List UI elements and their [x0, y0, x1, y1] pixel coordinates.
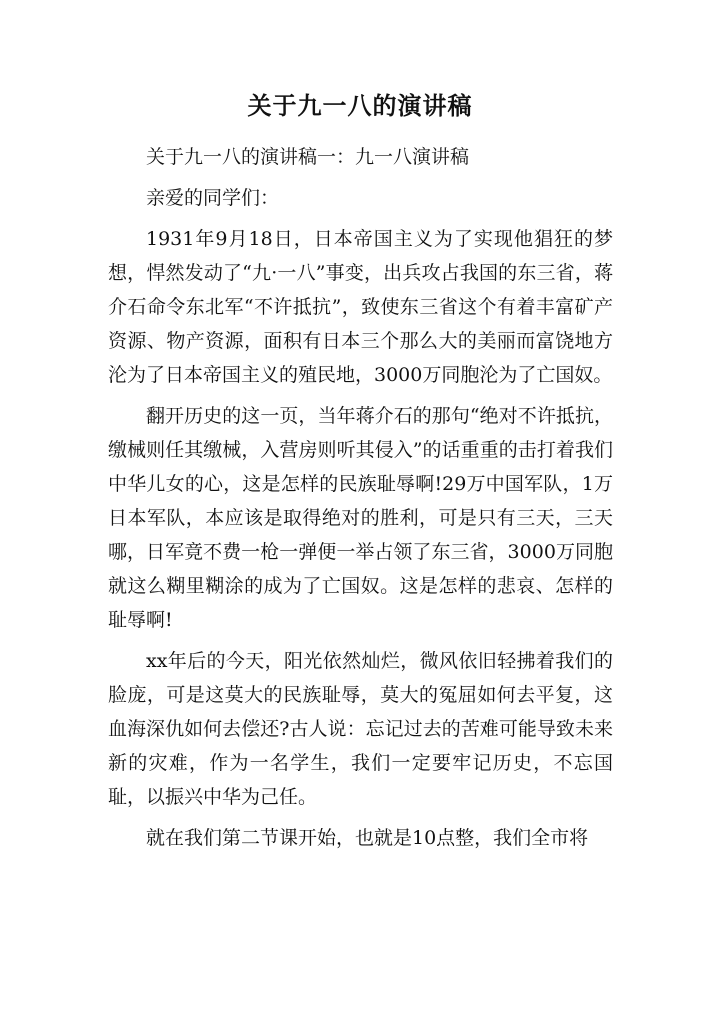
paragraph: xx年后的今天，阳光依然灿烂，微风依旧轻拂着我们的脸庞，可是这莫大的民族耻辱，莫大的冤屈如何去平复，这血海深仇如何去偿还?古人说：忘记过去的苦难可能导致未来新的灾难，作为一名学生，我们一定要牢记历史，不忘国耻，以振兴中华为己任。 — [108, 650, 613, 808]
paragraph: 就在我们第二节课开始，也就是10点整，我们全市将 — [146, 827, 589, 849]
paragraph-salutation: 亲爱的同学们： — [146, 187, 280, 209]
paragraph: 1931年9月18日，日本帝国主义为了实现他猖狂的梦想，悍然发动了“九·一八”事变，出兵攻占我国的东三省，蒋介石命令东北军“不许抵抗”，致使东三省这个有着丰富矿产资源、物产资源，面积有日本三个那么大的美丽而富饶地方沦为了日本帝国主义的殖民地，3000万同胞沦为了亡国奴。 — [108, 228, 613, 386]
paragraph-subtitle: 关于九一八的演讲稿一：九一八演讲稿 — [146, 146, 470, 168]
paragraph: 翻开历史的这一页，当年蒋介石的那句“绝对不许抵抗，缴械则任其缴械，入营房则听其侵入”的话重重的击打着我们中华儿女的心，这是怎样的民族耻辱啊!29万中国军队，1万日本军队，本应该是取得绝对的胜利，可是只有三天，三天哪，日军竟不费一枪一弹便一举占领了东三省，3000万同胞就这么糊里糊涂的成为了亡国奴。这是怎样的悲哀、怎样的耻辱啊! — [108, 405, 613, 631]
document-title: 关于九一八的演讲稿 — [247, 92, 473, 120]
document-body — [108, 140, 613, 862]
